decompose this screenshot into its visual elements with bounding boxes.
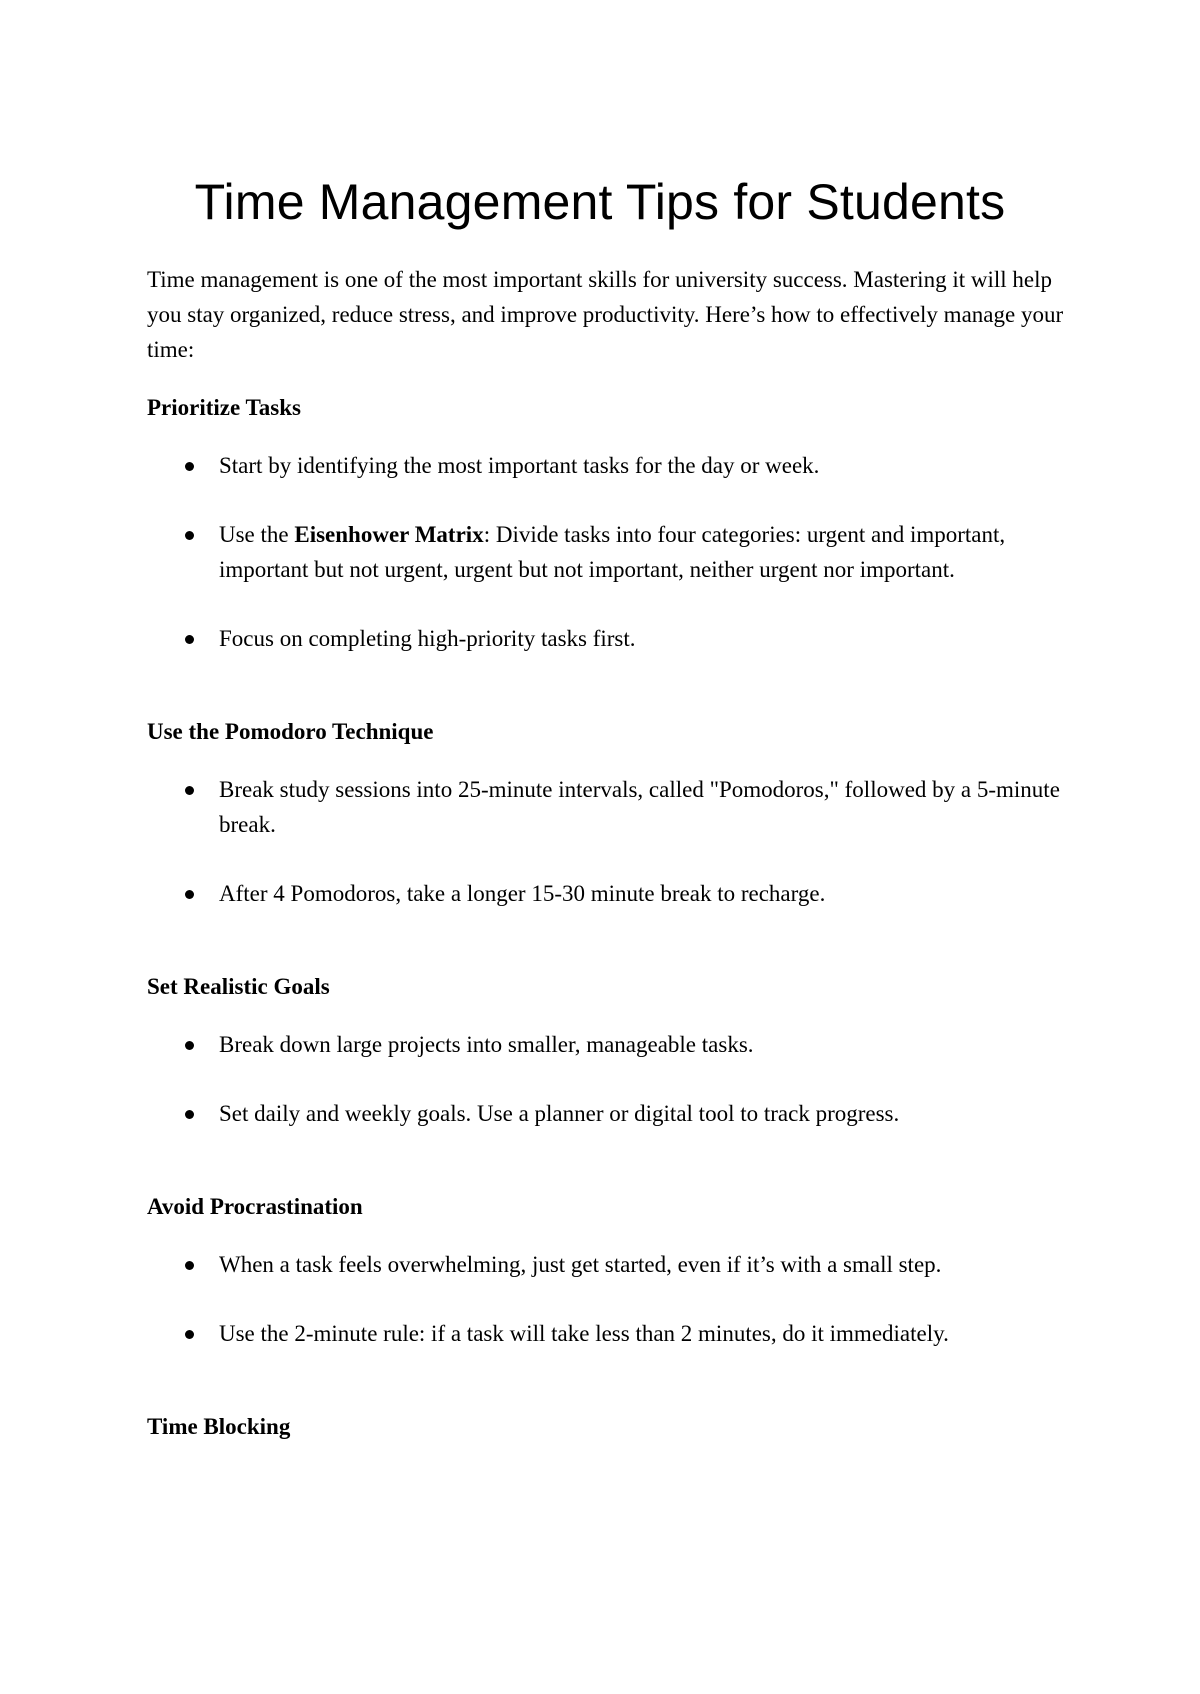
section-prioritize-tasks (147, 390, 1077, 656)
list-item-text: Use the 2-minute rule: if a task will take less than 2 minutes, do it immediately. (219, 1321, 949, 1346)
section-heading: Prioritize Tasks (147, 395, 301, 420)
list-item (147, 621, 1077, 656)
list-item-text: When a task feels overwhelming, just get started, even if it’s with a small step. (219, 1252, 942, 1277)
section-heading: Use the Pomodoro Technique (147, 719, 434, 744)
list-item (147, 772, 1077, 842)
list-item (147, 1027, 1077, 1062)
section-time-blocking (147, 1409, 1077, 1444)
section-heading: Avoid Procrastination (147, 1194, 363, 1219)
bullet-icon (185, 531, 194, 540)
list-item (147, 448, 1077, 483)
list-item (147, 1316, 1077, 1351)
intro-paragraph: Time management is one of the most important skills for university success. Mastering it will help you stay organized, reduce stress, and improve productivity. Here’s how to effectively manage your time: (147, 267, 1064, 362)
list-item-text: Focus on completing high-priority tasks first. (219, 626, 636, 651)
bullet-icon (185, 462, 194, 471)
list-item (147, 517, 1077, 587)
list-item-suffix: : Divide tasks into four categories: urgent and important, important but not urgent, urgent but not important, neither urgent nor important. (219, 522, 1006, 582)
bullet-icon (185, 786, 194, 795)
list-item-text: Start by identifying the most important tasks for the day or week. (219, 453, 820, 478)
section-pomodoro-technique (147, 714, 1077, 911)
list-item-text: Break study sessions into 25-minute intervals, called "Pomodoros," followed by a 5-minute break. (219, 777, 1060, 837)
bullet-icon (185, 1041, 194, 1050)
list-item-text: After 4 Pomodoros, take a longer 15-30 minute break to recharge. (219, 881, 826, 906)
eisenhower-matrix-term: Eisenhower Matrix (294, 522, 484, 547)
bullet-icon (185, 890, 194, 899)
bullet-icon (185, 1261, 194, 1270)
list-item-prefix: Use the (219, 522, 295, 547)
section-set-realistic-goals (147, 969, 1077, 1131)
list-item (147, 1247, 1077, 1282)
bullet-icon (185, 1330, 194, 1339)
list-item-text: Set daily and weekly goals. Use a planner or digital tool to track progress. (219, 1101, 900, 1126)
page-title: Time Management Tips for Students (194, 174, 1006, 230)
bullet-list (147, 772, 1077, 911)
bullet-list (147, 448, 1077, 656)
section-avoid-procrastination (147, 1189, 1077, 1351)
list-item-text: Break down large projects into smaller, manageable tasks. (219, 1032, 754, 1057)
section-heading: Set Realistic Goals (147, 974, 330, 999)
document-body (147, 262, 1077, 1467)
bullet-list (147, 1027, 1077, 1131)
bullet-icon (185, 635, 194, 644)
bullet-list (147, 1247, 1077, 1351)
list-item (147, 1096, 1077, 1131)
section-heading: Time Blocking (147, 1414, 291, 1439)
list-item (147, 876, 1077, 911)
bullet-icon (185, 1110, 194, 1119)
